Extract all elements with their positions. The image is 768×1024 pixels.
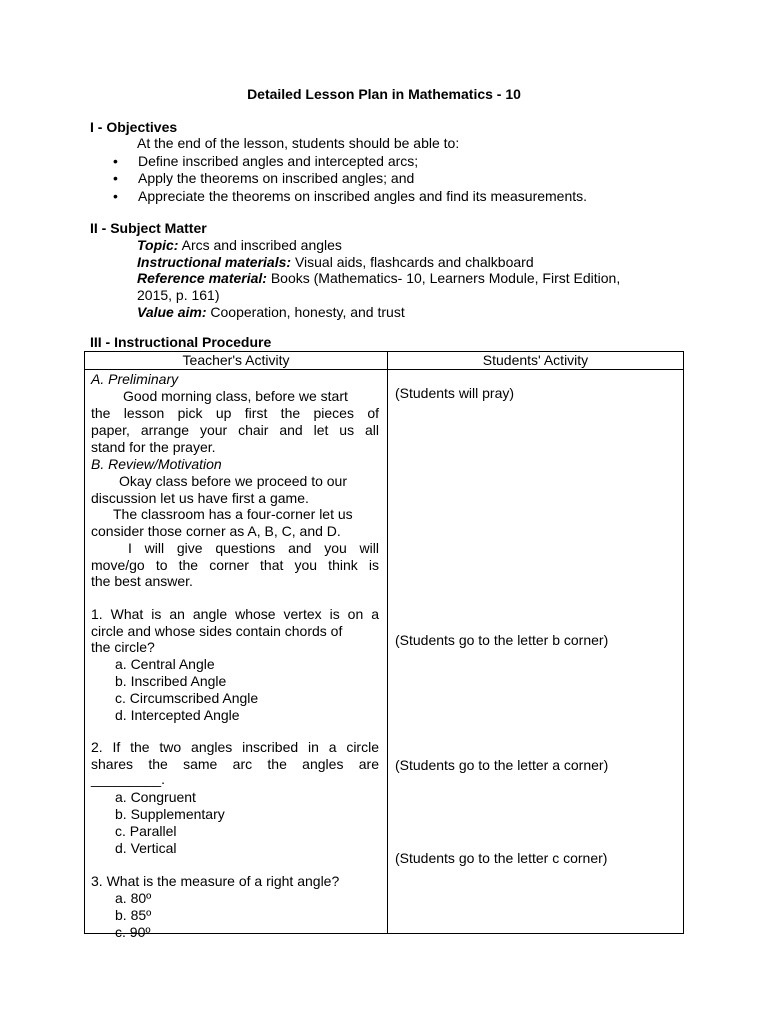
- students-activity-cell: [388, 370, 684, 934]
- review-heading: B. Review/Motivation: [91, 456, 222, 472]
- topic-label: Topic:: [137, 237, 179, 253]
- objective-item: Define inscribed angles and intercepted arcs;: [138, 153, 419, 169]
- procedure-table: [84, 351, 684, 940]
- objectives-intro: At the end of the lesson, students should be able to:: [137, 135, 460, 151]
- answer-choice: a. Congruent: [115, 789, 196, 805]
- student-response: (Students will pray): [395, 385, 515, 401]
- bullet-icon: •: [113, 188, 118, 204]
- paragraph-line: stand for the prayer.: [91, 439, 216, 455]
- reference-value: Books (Mathematics- 10, Learners Module, First Edition,: [270, 270, 621, 286]
- question-1-line: circle and whose sides contain chords of: [91, 623, 343, 639]
- materials-value: Visual aids, flashcards and chalkboard: [294, 254, 534, 270]
- answer-choice: c. Circumscribed Angle: [115, 690, 259, 706]
- answer-choice: b. Inscribed Angle: [115, 673, 227, 689]
- paragraph-line: Good morning class, before we start: [123, 388, 348, 404]
- bullet-icon: •: [113, 170, 118, 186]
- reference-label: Reference material:: [137, 270, 267, 286]
- objective-item: Appreciate the theorems on inscribed angles and find its measurements.: [138, 188, 588, 204]
- question-1-line: 1. What is an angle whose vertex is on a: [91, 606, 379, 622]
- answer-choice: c. 90º: [115, 924, 151, 940]
- paragraph-line: the best answer.: [91, 573, 193, 589]
- student-response: (Students go to the letter c corner): [395, 850, 608, 866]
- procedure-heading: III - Instructional Procedure: [90, 334, 272, 350]
- page-title: Detailed Lesson Plan in Mathematics - 10: [247, 86, 521, 102]
- answer-choice: d. Vertical: [115, 840, 177, 856]
- value-aim-label: Value aim:: [137, 304, 207, 320]
- objectives-heading: I - Objectives: [90, 119, 178, 135]
- value-aim-line: [137, 304, 405, 321]
- paragraph-line: the lesson pick up first the pieces of: [91, 405, 379, 421]
- answer-choice: d. Intercepted Angle: [115, 707, 240, 723]
- objective-item: Apply the theorems on inscribed angles; and: [138, 170, 415, 186]
- answer-choice: c. Parallel: [115, 823, 177, 839]
- student-response: (Students go to the letter a corner): [395, 757, 609, 773]
- answer-choice: b. Supplementary: [115, 806, 225, 822]
- topic-value: Arcs and inscribed angles: [181, 237, 342, 253]
- preliminary-heading: A. Preliminary: [91, 371, 179, 387]
- materials-label: Instructional materials:: [137, 254, 292, 270]
- value-aim-value: Cooperation, honesty, and trust: [210, 304, 405, 320]
- paragraph-line: The classroom has a four-corner let us: [113, 506, 353, 522]
- teacher-column-header: Teacher's Activity: [85, 352, 388, 370]
- question-1-line: the circle?: [91, 639, 155, 655]
- answer-choice: a. 80º: [115, 890, 152, 906]
- student-response: (Students go to the letter b corner): [395, 632, 609, 648]
- paragraph-line: paper, arrange your chair and let us all: [91, 422, 379, 438]
- question-2-line: 2. If the two angles inscribed in a circle: [91, 739, 379, 755]
- answer-choice: b. 85º: [115, 907, 152, 923]
- paragraph-line: I will give questions and you will: [128, 540, 379, 556]
- topic-line: [137, 237, 342, 254]
- paragraph-line: move/go to the corner that you think is: [91, 557, 379, 573]
- paragraph-line: Okay class before we proceed to our: [119, 473, 348, 489]
- reference-line: [137, 270, 620, 287]
- question-3-line: 3. What is the measure of a right angle?: [91, 873, 340, 889]
- materials-line: [137, 254, 534, 271]
- paragraph-line: discussion let us have first a game.: [91, 490, 309, 506]
- question-2-line: _________.: [91, 771, 165, 787]
- paragraph-line: consider those corner as A, B, C, and D.: [91, 523, 341, 539]
- question-2-line: shares the same arc the angles are: [91, 756, 379, 772]
- bullet-icon: •: [113, 153, 118, 169]
- teacher-activity-cell: [85, 370, 388, 940]
- students-column-header: Students' Activity: [388, 352, 684, 370]
- reference-continued: 2015, p. 161): [137, 287, 220, 303]
- subject-matter-heading: II - Subject Matter: [90, 220, 207, 236]
- answer-choice: a. Central Angle: [115, 656, 215, 672]
